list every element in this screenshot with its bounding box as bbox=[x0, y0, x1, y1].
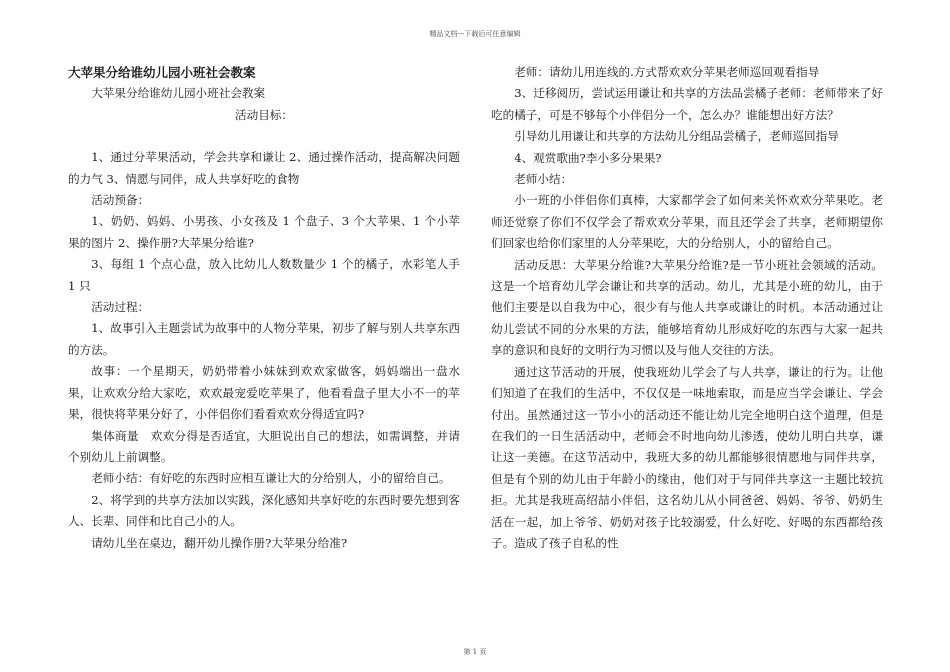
teacher-summary: 小一班的小伴侣你们真棒，大家都学会了如何来关怀欢欢分苹果吃。老师还觉察了你们不仅学会了帮欢欢分苹果，而且还学会了共享，老师期望你们回家也给你们家里的人分苹果吃，大的分给别人，小的留给自己。 bbox=[491, 193, 883, 251]
conclusion-paragraph: 通过这节活动的开展，使我班幼儿学会了与人共享，谦让的行为。让他们知道了在我们的生活中，不仅仅是一味地索取，而是应当学会谦让、学会付出。虽然通过这一节小小的活动还不能让幼儿完全地明白这个道理，但是在我们的一日生活活动中，老师会不时地向幼儿渗透，使幼儿明白共享，谦让这一美德。在这节活动中，我班大多的幼儿都能够很情愿地与同伴共享，但是有个别的幼儿由于年龄小的缘由，他们对于与同伴共享这一主题比较抗拒。尤其是我班高绍喆小伴侣，这名幼儿从小同爸爸、妈妈、爷爷、奶奶生活在一起，加上爷爷、奶奶对孩子比较溺爱，什么好吃、好喝的东西都给孩子。造成了孩子自私的性 bbox=[491, 364, 883, 550]
process-step: 2、将学到的共享方法加以实践，深化感知共享好吃的东西时要先想到客人、长辈、同伴和比自己小的人。 bbox=[68, 492, 460, 529]
page-header: 精品文档---下载后可任意编辑 bbox=[429, 30, 521, 38]
prep-heading: 活动预备： bbox=[91, 193, 150, 208]
guide-paragraph: 引导幼儿用谦让和共享的方法幼儿分组品尝橘子，老师巡回指导 bbox=[514, 129, 839, 144]
left-column bbox=[68, 62, 460, 554]
goal-item: 1、通过分苹果活动，学会共享和谦让 2、通过操作活动，提高解决问题的力气 3、情愿与同伴，成人共享好吃的食物 bbox=[68, 150, 460, 186]
blank-line bbox=[68, 126, 460, 147]
process-step: 4、观赏歌曲?李小多分果果? bbox=[514, 150, 662, 165]
process-heading: 活动过程： bbox=[91, 300, 150, 315]
teacher-instruction: 老师：请幼儿用连线的.方式帮欢欢分苹果老师巡回观看指导 bbox=[514, 65, 820, 79]
right-column bbox=[491, 62, 883, 554]
summary-heading: 老师小结： bbox=[514, 172, 573, 187]
story-paragraph: 故事：一个星期天，奶奶带着小妹妹到欢欢家做客，妈妈端出一盘水果，让欢欢分给大家吃，欢欢最宠爱吃苹果了，他看看盘子里大小不一的苹果，很快将苹果分好了，小伴侣你们看看欢欢分得适宜吗? bbox=[68, 364, 460, 422]
instruction-paragraph: 请幼儿坐在桌边，翻开幼儿操作册?大苹果分给准? bbox=[91, 535, 348, 550]
document-subtitle: 大苹果分给谁幼儿园小班社会教案 bbox=[91, 86, 266, 101]
goals-heading: 活动目标： bbox=[235, 107, 293, 122]
teacher-summary: 老师小结：有好吃的东西时应相互谦让大的分给别人，小的留给自己。 bbox=[91, 471, 451, 486]
process-step: 1、故事引入主题尝试为故事中的人物分苹果，初步了解与别人共享东西的方法。 bbox=[68, 321, 460, 357]
prep-item: 1、奶奶、妈妈、小男孩、小女孩及 1 个盘子、3 个大苹果、1 个小苹果的图片 2、操作册?大苹果分给谁? bbox=[68, 214, 460, 250]
discussion-paragraph: 集体商量 欢欢分得是否适宜，大胆说出自己的想法，如需调整，并请个别幼儿上前调整。 bbox=[68, 428, 460, 464]
page-number: 第 1 页 bbox=[463, 648, 487, 656]
prep-item: 3、每组 1 个点心盘，放入比幼儿人数数量少 1 个的橘子，水彩笔人手 1 只 bbox=[68, 257, 460, 293]
reflection-paragraph: 活动反思：大苹果分给谁?大苹果分给谁?是一节小班社会领域的活动。这是一个培育幼儿学会谦让和共享的活动。幼儿，尤其是小班的幼儿，由于他们主要是以自我为中心，很少有与他人共享或谦让的时机。本活动通过让幼儿尝试不同的分水果的方法，能够培育幼儿形成好吃的东西与大家一起共享的意识和良好的文明行为习惯以及与他人交往的方法。 bbox=[491, 257, 883, 358]
process-step: 3、迁移阅历，尝试运用谦让和共享的方法品尝橘子老师：老师带来了好吃的橘子，可是不够每个小伴侣分一个，怎么办？谁能想出好方法？ bbox=[491, 86, 883, 122]
document-title: 大苹果分给谁幼儿园小班社会教案 bbox=[68, 65, 256, 80]
